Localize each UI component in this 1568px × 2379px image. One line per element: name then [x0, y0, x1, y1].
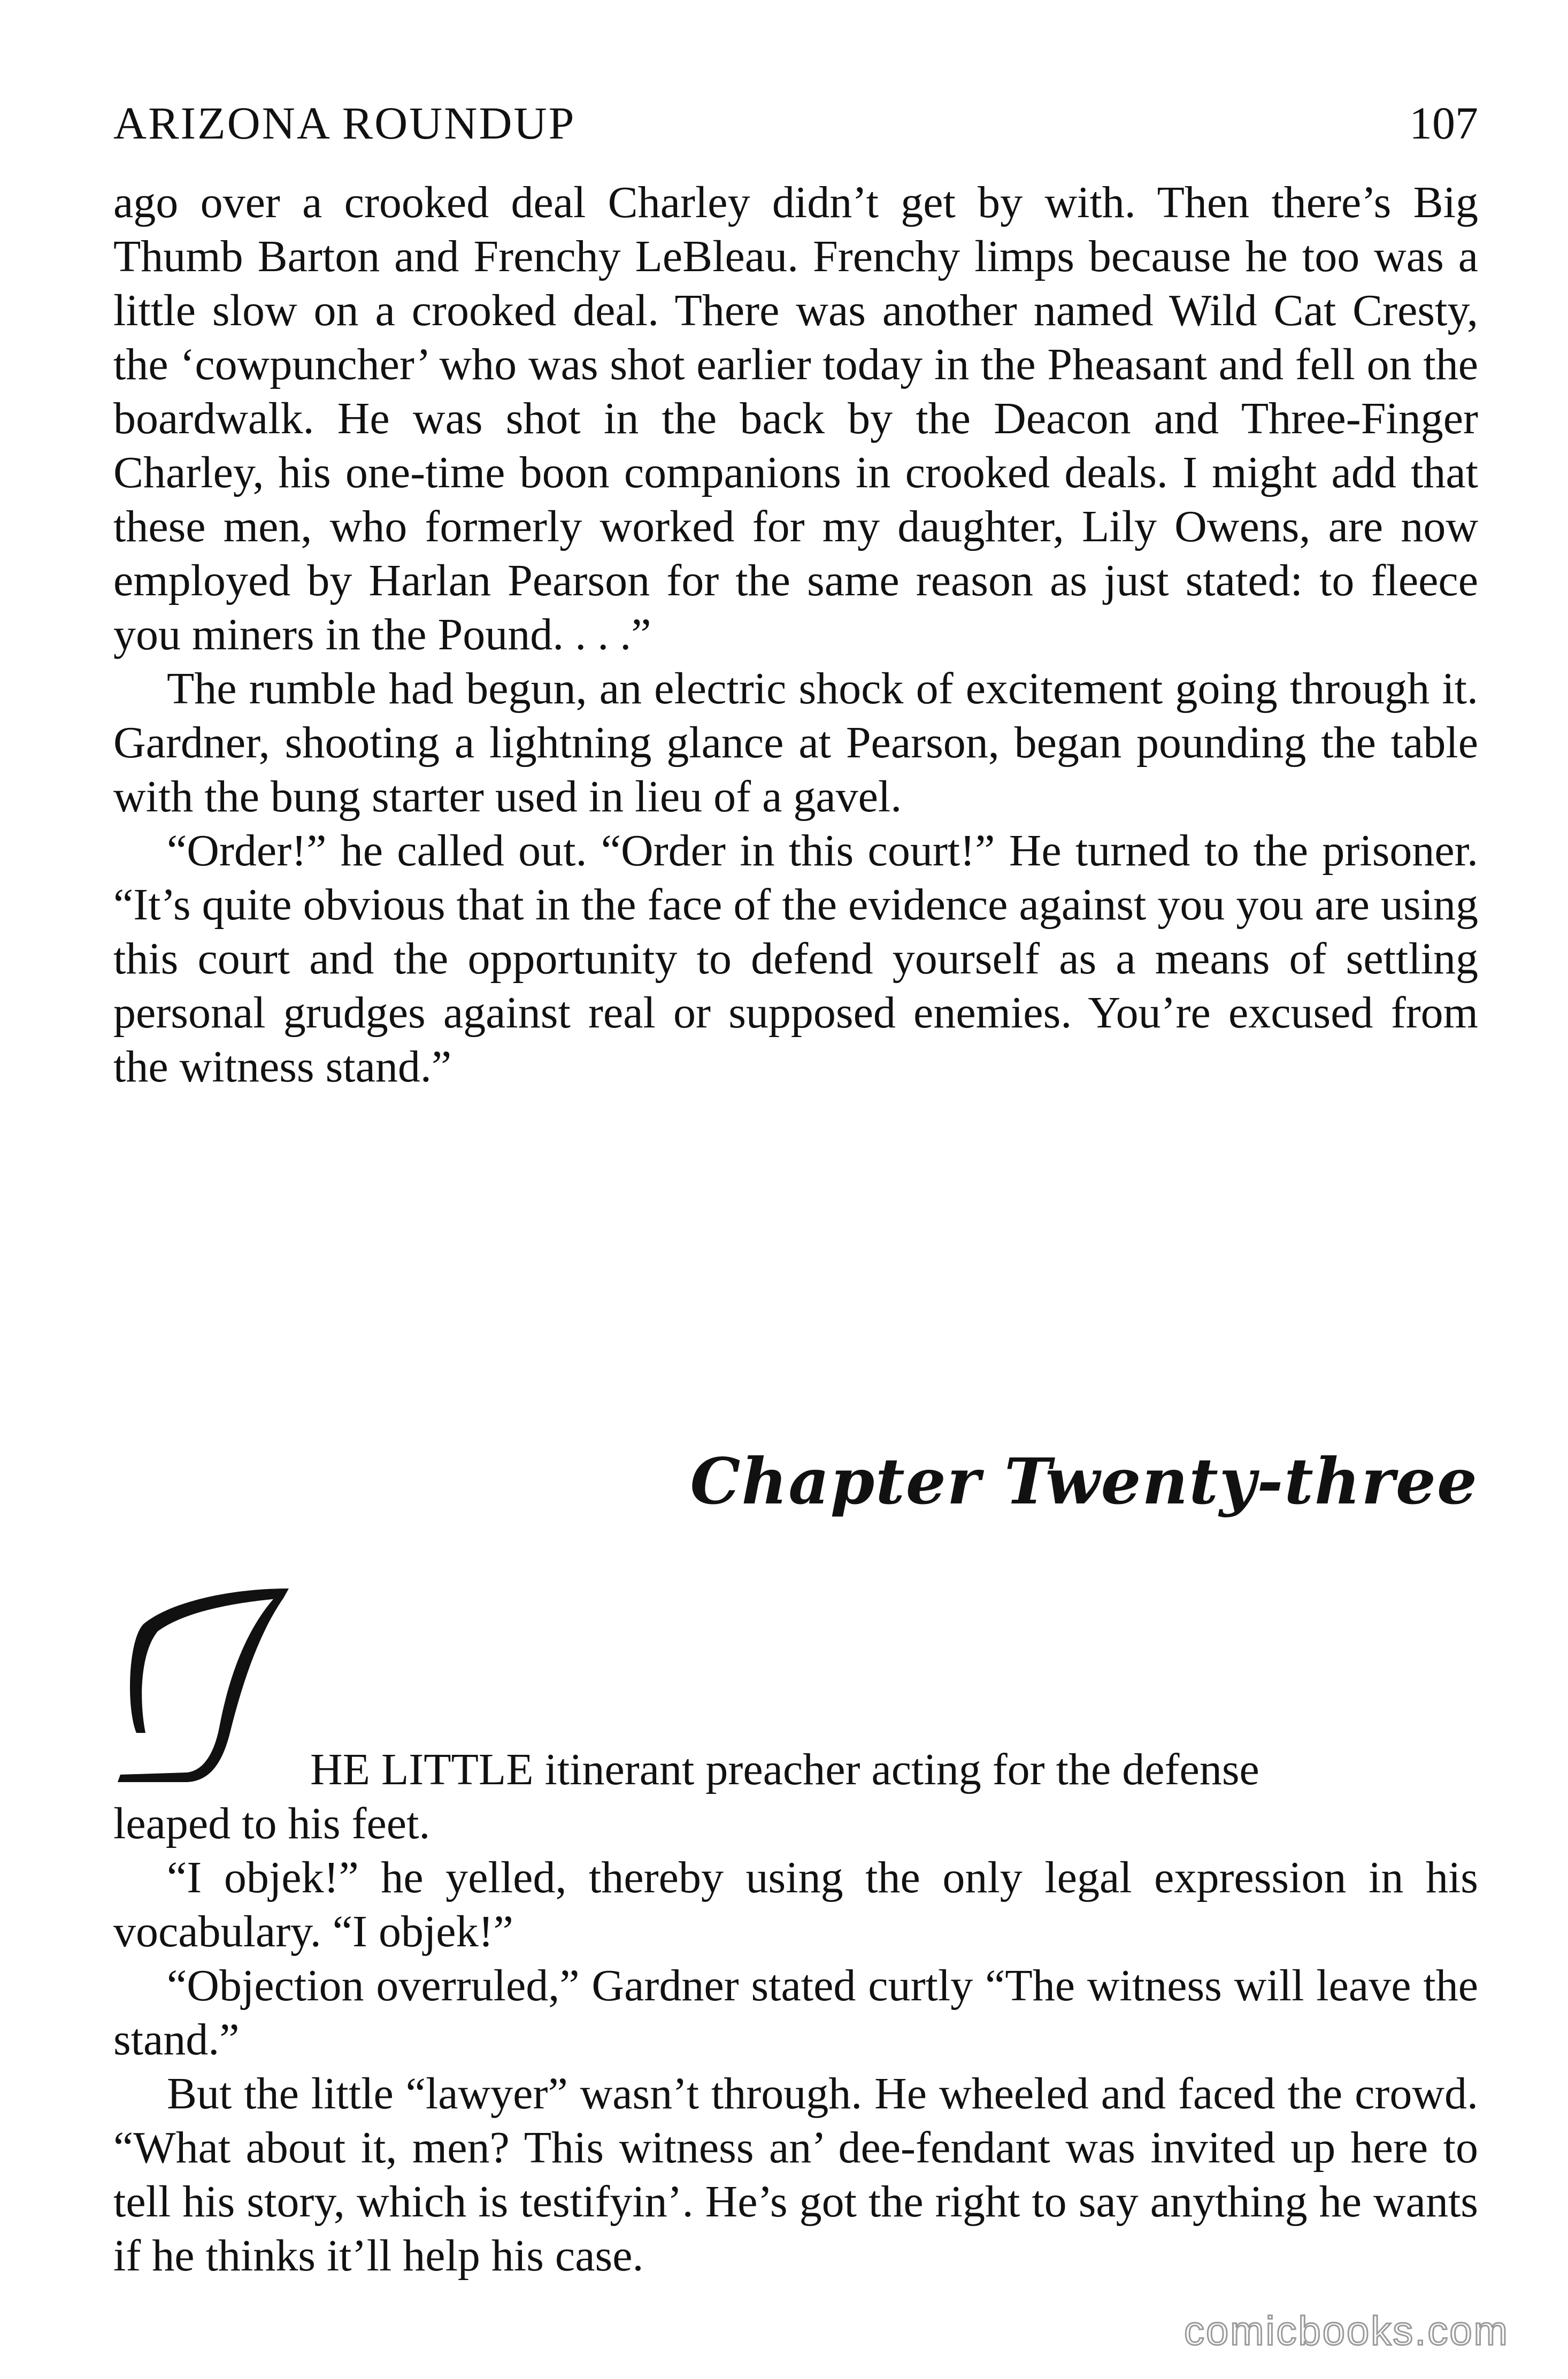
paragraph: The rumble had begun, an electric shock of excitement going through it. Gardner, shooting a lightning glance at Pearson, began pounding the table with the bung starter used in lieu of a gavel. [113, 664, 1478, 822]
paragraph: “Order!” he called out. “Order in this court!” He turned to the prisoner. “It’s quite obvious that in the face of the evidence against you you are using this court and the opportunity to defend yourself as a means of settling personal grudges against real or supposed enemies. You’re excused from the witness stand.” [113, 826, 1478, 1092]
paragraph: “I objek!” he yelled, thereby using the only legal expression in his vocabulary. “I objek!” [113, 1853, 1478, 1956]
chapter-opening-line: HE LITTLE itinerant preacher acting for the defense [310, 1745, 1259, 1794]
text-before-chapter [113, 175, 1478, 1094]
paragraph: “Objection overruled,” Gardner stated curtly “The witness will leave the stand.” [113, 1961, 1478, 2065]
watermark: comicbooks.com [1184, 2308, 1509, 2354]
paragraph: But the little “lawyer” wasn’t through. He wheeled and faced the crowd. “What about it, men? This witness an’ dee-fendant was invited up here to tell his story, which is testifyin’. He’s got the right to say anything he wants if he thinks it’ll help his case. [113, 2069, 1478, 2281]
running-header [113, 91, 1478, 155]
paragraph: leaped to his feet. [113, 1799, 431, 1848]
text-after-chapter [113, 1797, 1478, 2283]
page-number: 107 [1409, 97, 1478, 149]
chapter-heading: Chapter Twenty-three [690, 1444, 1478, 1518]
running-title: ARIZONA ROUNDUP [113, 97, 576, 149]
paragraph: ago over a crooked deal Charley didn’t get by with. Then there’s Big Thumb Barton and Frenchy LeBleau. Frenchy limps because he too was a little slow on a crooked deal. There was another named Wild Cat Cresty, the ‘cowpuncher’ who was shot earlier today in the Pheasant and fell on the boardwalk. He was shot in the back by the Deacon and Three-Finger Charley, his one-time boon companions in crooked deals. I might add that these men, who formerly worked for my daughter, Lily Owens, are now employed by Harlan Pearson for the same reason as just stated: to fleece you miners in the Pound. . . .” [113, 178, 1478, 659]
